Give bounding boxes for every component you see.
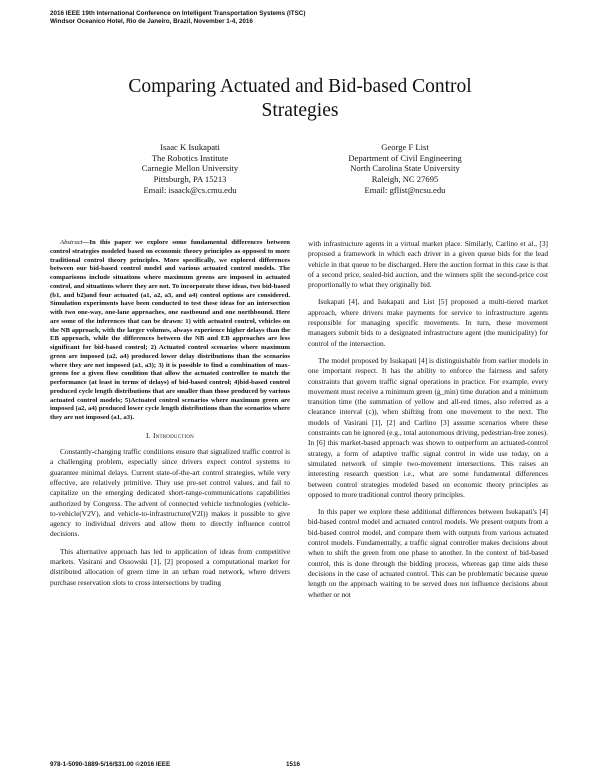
title-line-2: Strategies	[261, 100, 339, 121]
page-number: 1516	[286, 761, 301, 768]
abstract-label: Abstract	[60, 239, 83, 246]
author-affiliation: Department of Civil Engineering	[348, 152, 462, 163]
abstract	[50, 239, 290, 423]
author-affiliation: The Robotics Institute	[151, 152, 229, 163]
author-1	[105, 142, 275, 196]
intro-paragraph-3: Isukapati [4], and Isukapati and List [5] proposed a multi-tiered market approach, where drivers make payments for service to infrastructure agents responsible for managing specific movements. In turn, these movement managers submit bids to a designated infrastructure agent (the municipality) for control of the intersection.	[308, 297, 548, 348]
author-2	[320, 142, 490, 196]
author-name: George F List	[381, 142, 429, 152]
intro-paragraph-1: Constantly-changing traffic conditions ensure that signalized traffic control is a challenging problem, especially since drivers expect control systems to guarantee minimal delays. Current state-of-the-art control strategies, while very effective, are relatively primitive. They use pre-set control values, and fail to capitalize on the emerging dedicated short-range-communications capabilities authorized by Congress. The advent of connected vehicle technologies (vehicle-to-vehicle(V2V), and vehicle-to-infrastructure(V2I)) makes it possible to give agency to individual drivers and allow them to directly influence control decisions.	[50, 447, 290, 539]
intro-paragraph-4: The model proposed by Isukapati [4] is distinguishable from earlier models in one important respect. It has the ability to enforce the fairness and safety constraints that govern traffic signal operations in practice. For example, every movement must receive a minimum green (g_min) time duration and a minimum transition time (the summation of yellow and all-red times, also referred as a clearance interval (c)), when shifting from one movement to the next. The models of Vasirani [1], [2] and Carlino [3] assume scenarios where these constraints can be ignored (e.g., total autonomous driving, pedestrian-free zones). In [6] this market-based approach was shown to outperform an actuated-control strategy, a form of adaptive traffic signal control in wide use today, on a simulated network of simple two-movement intersections. This raises an interesting research question i.e., what are some fundamental differences between control strategies modeled based on economic theory principles as opposed to more traditional control theory principles.	[308, 355, 548, 499]
abstract-body: —In this paper we explore some fundamental differences between control strategies modeled based on economic theory principles as opposed to more traditional control theory principles. More specifically, we explored differences between our bid-based control model and various actuated control models. The comparisons include situations where maximum greens are imposed in actuated control, and situations where they are not. To incorporate these ideas, two bid-based (b1, and b2)and four actuated (a1, a2, a3, and a4) control options are considered. Simulation experiments have been conducted to test these ideas for an intersection with two one-way, one-lane approaches, one eastbound and one northbound. Here are some of the inferences that can be drawn: 1) with actuated control, vehicles on the NB approach, with the larger volumes, always experience higher delays than the EB approach, while the differences between the NB and EB approaches are less significant for bid-based control; 2) Actuated control scenarios where maximum green are imposed (a2, a4) produced lower delay distributions than the scenarios where they are not imposed (a1, a3); 3) it is possible to find a combination of max-greens for a given flow condition that allow the actuated controller to match the performance (at least in terms of delays) of bid-based control; 4)bid-based control produced cycle length distributions that are smaller than those produced by various actuated control models; 5)Actuated control scenarios where maximum green are imposed (a2, a4) produced lower cycle length distributions than the scenarios where they are not imposed (a1, a3).	[50, 239, 290, 421]
title-line-1: Comparing Actuated and Bid-based Control	[128, 76, 472, 97]
author-location: Raleigh, NC 27695	[371, 174, 439, 185]
conference-line-1: 2016 IEEE 19th International Conference on Intelligent Transportation Systems (ITSC)	[50, 10, 306, 17]
author-institution: North Carolina State University	[350, 163, 460, 174]
paper-title	[40, 75, 560, 123]
author-institution: Carnegie Mellon University	[141, 163, 239, 174]
right-column	[308, 239, 548, 607]
section-heading-introduction: I. Introduction	[146, 430, 194, 440]
intro-paragraph-2: This alternative approach has led to application of ideas from competitive markets. Vasirani and Ossowski [1], [2] proposed a computational market for distributed allocation of green time in an urban road network, where drivers purchase reservation slots to cross intersections by trading	[50, 546, 290, 587]
conference-header	[50, 10, 305, 27]
intro-paragraph-2-continued: with infrastructure agents in a virtual market place. Similarly, Carlino et al., [3] proposed a framework in which each driver in a given queue bids for the lead vehicle in that queue to be discharged. Here the auction format in this case is that of a second price, sealed-bid auction, and the winners split the second-price cost proportionally to what they originally bid.	[308, 239, 548, 290]
author-email: Email: gflist@ncsu.edu	[364, 184, 446, 195]
author-email: Email: isaack@cs.cmu.edu	[143, 184, 237, 195]
conference-line-2: Windsor Oceanico Hotel, Rio de Janeiro, Brazil, November 1-4, 2016	[50, 18, 253, 26]
footer-isbn: 978-1-5090-1889-5/16/$31.00 ©2016 IEEE	[50, 761, 171, 768]
intro-paragraph-5: In this paper we explore these additional differences between Isukapati's [4] bid-based control model and actuated control models. We present outputs from a bid-based control model, and compare them with outputs from various actuated control models. Fundamentally, a traffic signal controller makes decisions about when to shift the green from one phase to another. In the context of bid-based control, this is done through the bidding process, whereas gap time aids these decisions in the case of actuated control. This can be problematic because queue length on the approach waiting to be served does not influence decisions about whether or not	[308, 507, 548, 599]
author-name: Isaac K Isukapati	[160, 142, 220, 152]
left-column	[50, 239, 290, 595]
author-location: Pittsburgh, PA 15213	[153, 174, 227, 185]
